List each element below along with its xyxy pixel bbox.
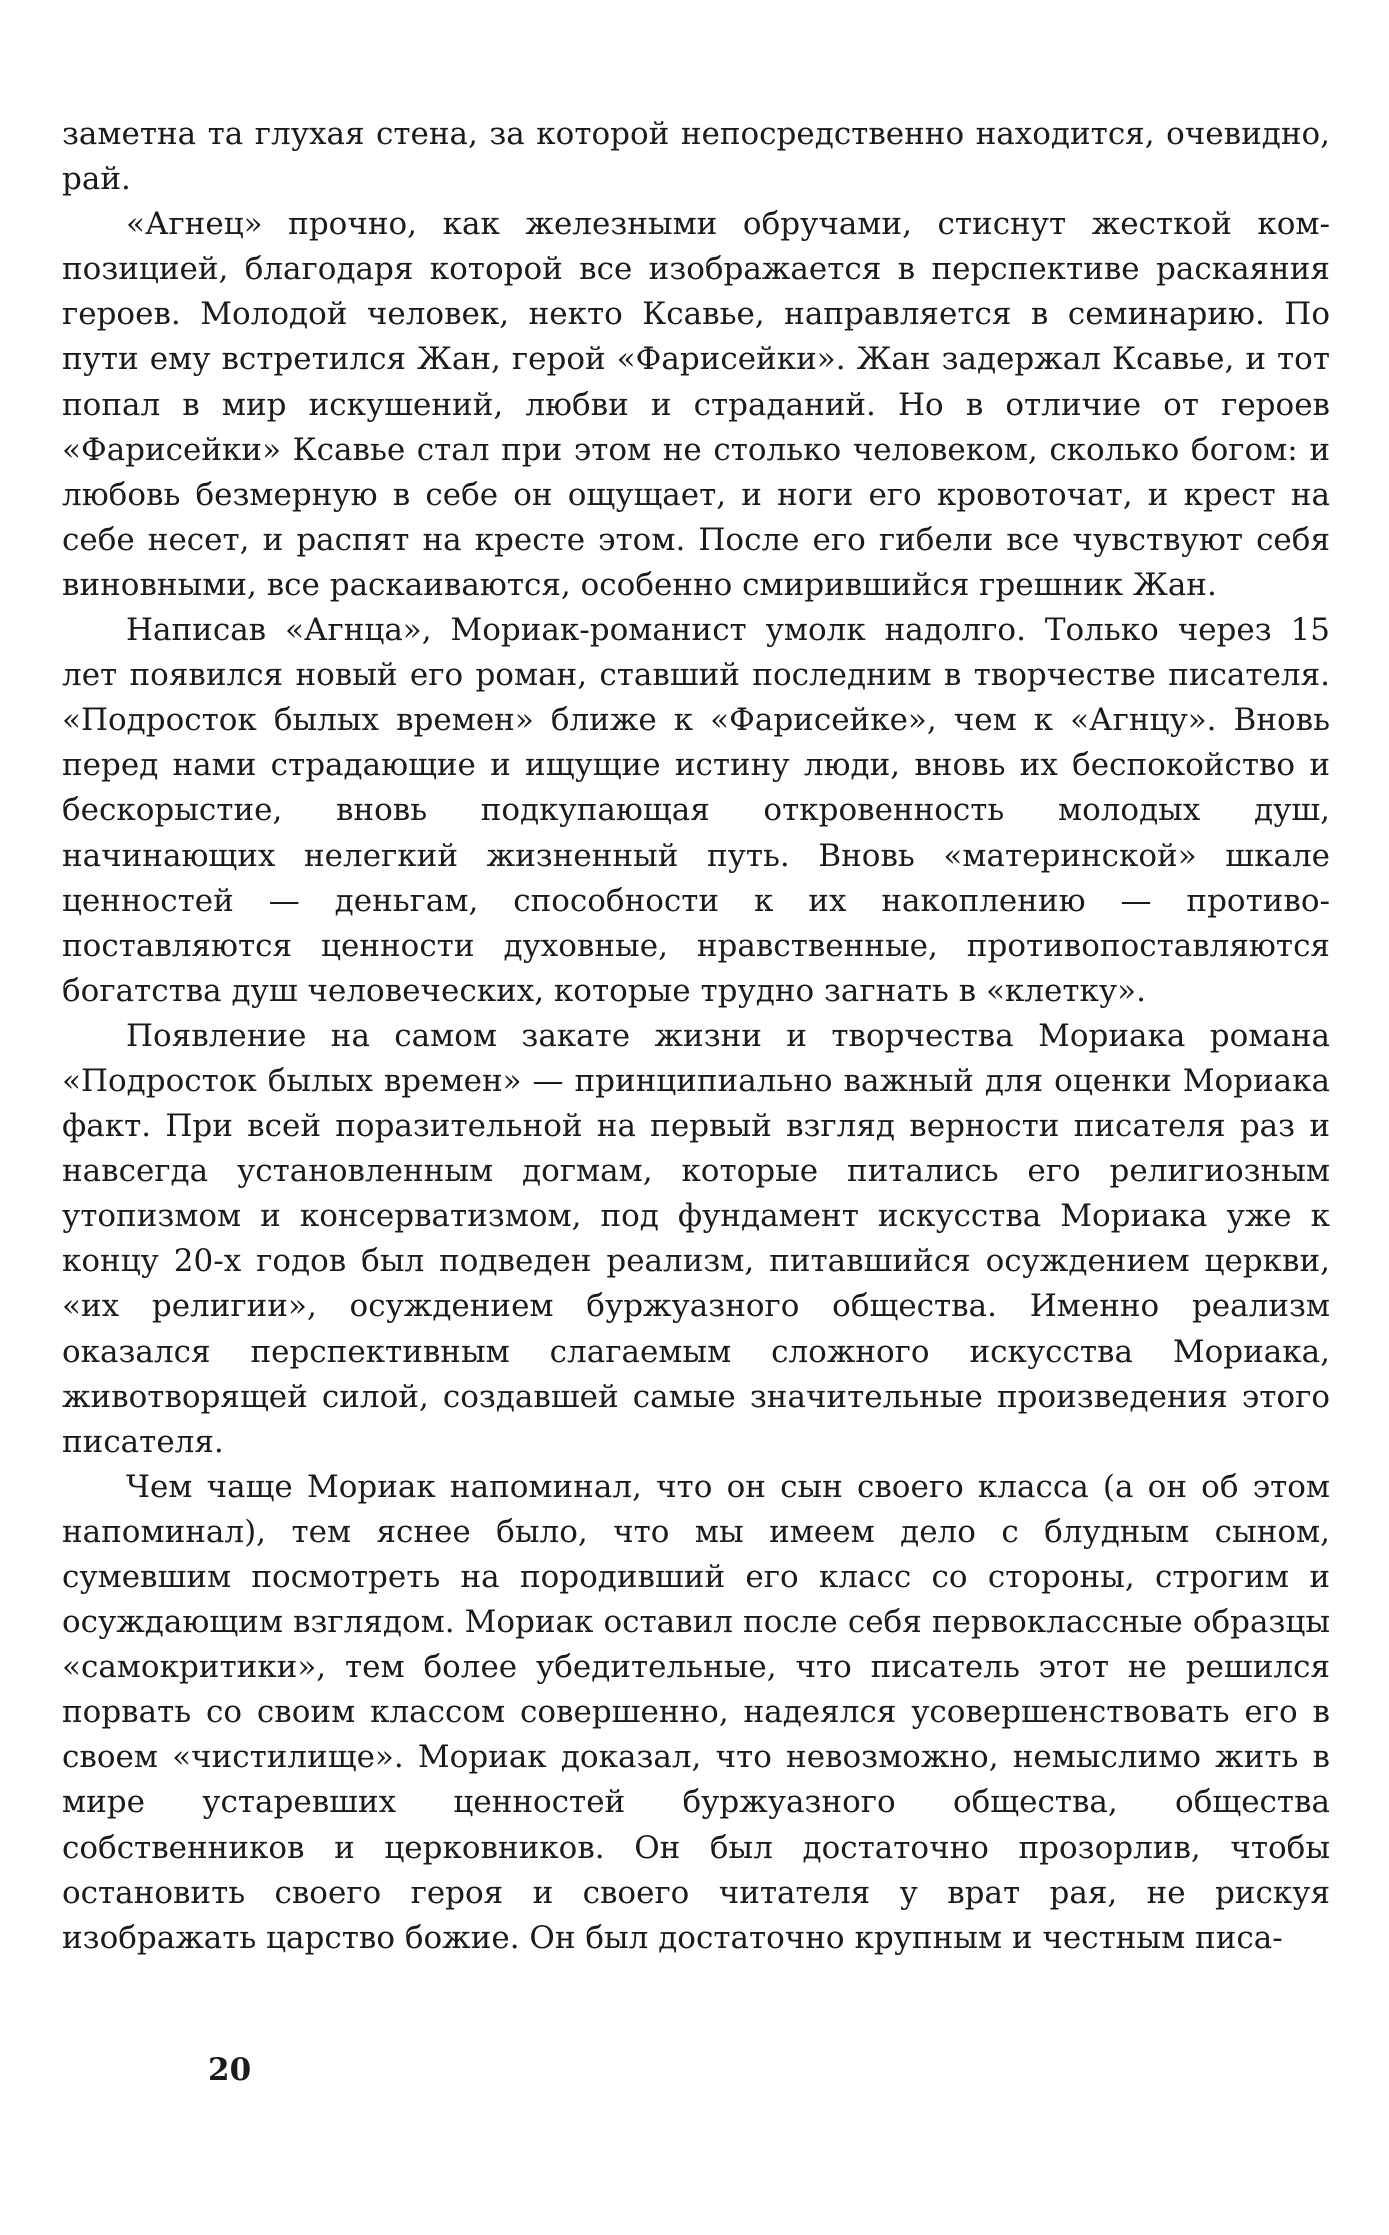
paragraph-2: «Агнец» прочно, как железными обручами, стиснут жесткой композицией, благодаря которой все изображается в перспективе раскаяния героев. Молодой человек, некто Ксавье, направляется в семинарию. По пути ему встретился Жан, герой «Фарисейки». Жан задержал Ксавье, и тот попал в мир искушений, любви и страданий. Но в отличие от героев «Фарисейки» Ксавье стал при этом не столько человеком, сколько богом: и любовь безмерную в себе он ощущает, и ноги его кровоточат, и крест на себе несет, и распят на кресте этом. После его гибели все чувствуют себя виновными, все раскаиваются, особенно смирившийся грешник Жан.	[62, 206, 1330, 603]
paragraph-3: Написав «Агнца», Мориак-романист умолк надолго. Только через 15 лет появился новый его роман, ставший последним в творчестве писателя. «Подросток былых времен» ближе к «Фарисейке», чем к «Агнцу». Вновь перед нами страдающие и ищущие истину люди, вновь их беспокойство и бескорыстие, вновь подкупающая откровенность молодых душ, начинающих нелегкий жизненный путь. Вновь «материнской» шкале ценностей — деньгам, способности к их накоплению — противопоставляются ценности духовные, нравственные, противопоставляются богатства душ человеческих, которые трудно загнать в «клетку».	[62, 612, 1330, 1009]
page-number: 20	[208, 2052, 252, 2088]
paragraph-1: заметна та глухая стена, за которой непосредственно находится, очевидно, рай.	[62, 116, 1330, 198]
page-text	[62, 112, 1330, 1961]
paragraph-4: Появление на самом закате жизни и творчества Мориака романа «Подросток былых времен» — принципиально важный для оценки Мориака факт. При всей поразительной на первый взгляд верности писателя раз и навсегда установленным догмам, которые питались его религиозным утопизмом и консерватизмом, под фундамент искусства Мориака уже к концу 20-х годов был подведен реализм, питавшийся осуждением церкви, «их религии», осуждением буржуазного общества. Именно реализм оказался перспективным слагаемым сложного искусства Мориака, животворящей силой, создавшей самые значительные произведения этого писателя.	[62, 1017, 1330, 1460]
paragraph-5: Чем чаще Мориак напоминал, что он сын своего класса (а он об этом напоминал), тем яснее было, что мы имеем дело с блудным сыном, сумевшим посмотреть на породивший его класс со стороны, строгим и осуждающим взглядом. Мориак оставил после себя первоклассные образцы «самокритики», тем более убедительные, что писатель этот не решился порвать со своим классом совершенно, надеялся усовершенствовать его в своем «чистилище». Мориак доказал, что невозможно, немыслимо жить в мире устаревших ценностей буржуазного общества, общества собственников и церковников. Он был достаточно прозорлив, чтобы остановить своего героя и своего читателя у врат рая, не рискуя изображать царство божие. Он был достаточно крупным и честным писа-	[62, 1468, 1330, 1956]
